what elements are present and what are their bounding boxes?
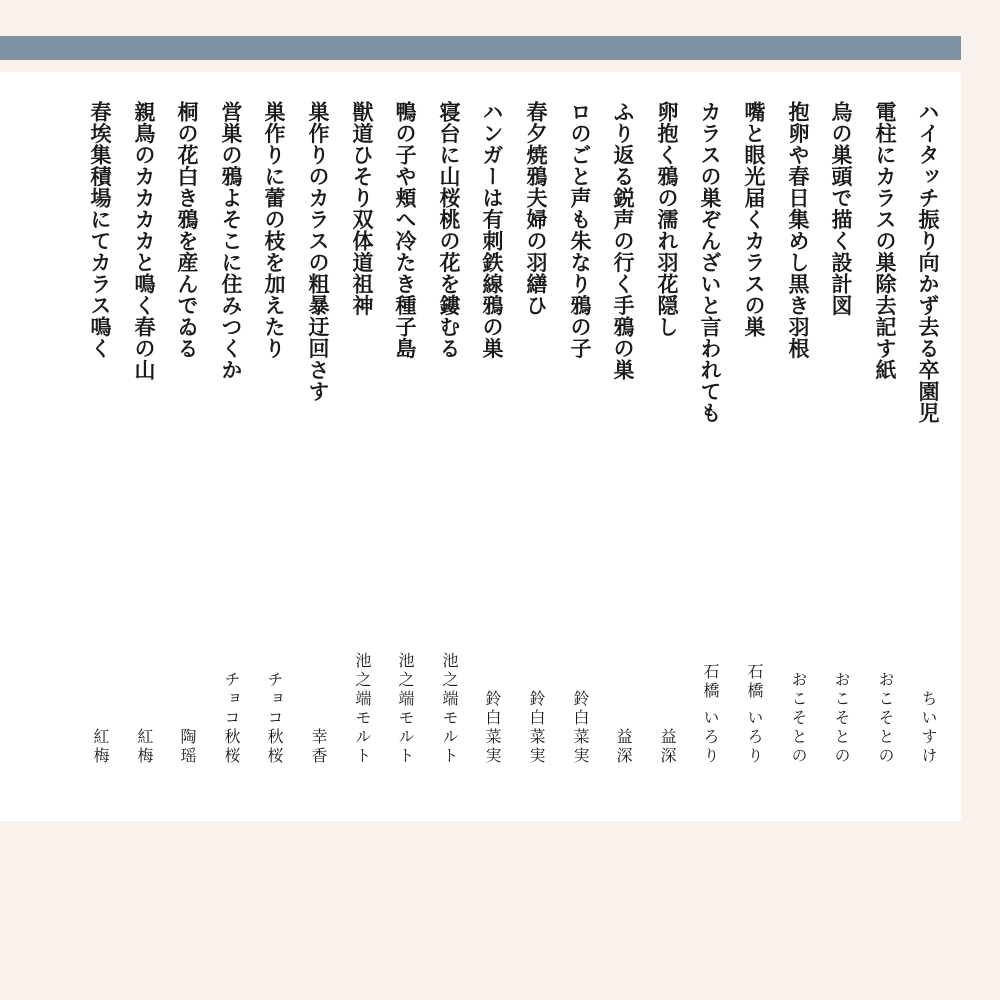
haiku-text: 春夕焼鴉夫婦の羽繕ひ [524,101,549,316]
haiku-text: 巣作りに蕾の枝を加えたり [262,101,287,359]
haiku-text: 巣作りのカラスの粗暴迂回さす [306,101,331,402]
haiku-text: ロのごと声も朱なり鴉の子 [568,101,593,359]
haiku-author: 益深 [658,728,677,766]
haiku-text: ハンガーは有刺鉄線鴉の巣 [480,101,505,359]
haiku-text: 親鳥のカカカカと鳴く春の山 [132,101,157,381]
haiku-author: チョコ秋桜 [265,671,284,766]
haiku-author: 鈴白菜実 [483,690,502,766]
haiku-text: 鴨の子や頬へ冷たき種子島 [393,101,418,359]
haiku-text: 寝台に山桜桃の花を鏤むる [437,101,462,359]
haiku-author: おこそとの [789,671,808,766]
haiku-author: ちいすけ [919,690,938,766]
haiku-author: 池之端モルト [396,652,415,766]
haiku-text: 桐の花白き鴉を産んでゐる [175,101,200,359]
haiku-author: 石橋 いろり [745,662,764,766]
header-bar [0,36,961,60]
haiku-author: 益深 [614,728,633,766]
haiku-text: 嘴と眼光届くカラスの巣 [742,101,767,338]
haiku-text: 獣道ひそり双体道祖神 [350,101,375,316]
haiku-text: 春埃集積場にてカラス鳴く [88,101,113,359]
haiku-author: 紅梅 [91,728,110,766]
haiku-author: チョコ秋桜 [222,671,241,766]
haiku-text: 卵抱く鴉の濡れ羽花隠し [655,101,680,338]
haiku-text: ふり返る鋭声の行く手鴉の巣 [611,101,636,381]
haiku-author: 紅梅 [135,728,154,766]
haiku-text: 営巣の鴉よそこに住みつくか [219,101,244,381]
haiku-text: 抱卵や春日集めし黒き羽根 [786,101,811,359]
haiku-author: 石橋 いろり [701,662,720,766]
haiku-sheet [0,72,961,821]
haiku-author: 池之端モルト [353,652,372,766]
haiku-text: カラスの巣ぞんざいと言われても [698,101,723,424]
haiku-author: 鈴白菜実 [527,690,546,766]
haiku-author: おこそとの [832,671,851,766]
haiku-text: ハイタッチ振り向かず去る卒園児 [916,101,941,424]
haiku-text: 烏の巣頭で描く設計図 [829,101,854,316]
haiku-author: 幸香 [309,728,328,766]
haiku-author: 陶瑶 [178,728,197,766]
haiku-author: 池之端モルト [440,652,459,766]
haiku-author: 鈴白菜実 [571,690,590,766]
haiku-author: おこそとの [876,671,895,766]
haiku-text: 電柱にカラスの巣除去記す紙 [873,101,898,381]
